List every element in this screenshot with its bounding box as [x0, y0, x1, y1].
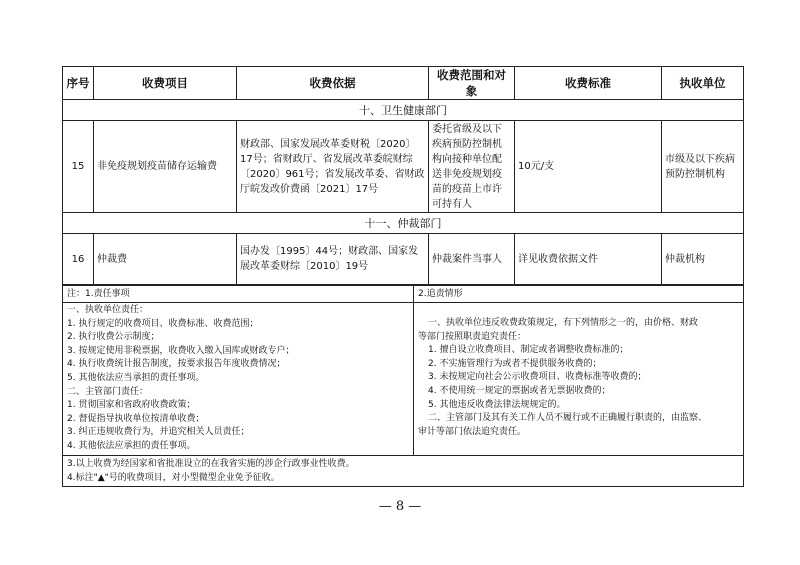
cell-basis: 财政部、国家发展改革委财税〔2020〕17号；省财政厅、省发展改革委皖财综〔2020〕961号；省发展改革委、省财政厅皖发改价费函〔2021〕17号	[237, 121, 429, 213]
col-header-basis: 收费依据	[237, 67, 429, 100]
cell-unit: 市级及以下疾病预防控制机构	[662, 121, 744, 213]
section-row	[63, 213, 744, 234]
cell-no: 15	[63, 121, 94, 213]
cell-standard: 10元/支	[515, 121, 662, 213]
notes-right-header: 2.追责情形	[414, 286, 744, 303]
accountability-list	[414, 303, 744, 456]
list-item: 1. 擅自设立收费项目、制定或者调整收费标准的；	[428, 345, 629, 356]
list-item: 二、主管部门及其有关工作人员不履行或不正确履行职责的，由监察、	[428, 413, 708, 424]
col-header-scope: 收费范围和对象	[429, 67, 515, 100]
note-line: 4.标注"▲"号的收费项目，对小型微型企业免予征收。	[67, 472, 280, 483]
list-item: 2. 督促指导执收单位按清单收费；	[67, 413, 205, 424]
table-row	[63, 121, 744, 213]
section-row	[63, 100, 744, 121]
list-item: 2. 不实施管理行为或者不提供服务收费的；	[428, 358, 602, 369]
note-line: 3.以上收费为经国家和省批准设立的在我省实施的涉企行政事业性收费。	[67, 458, 355, 469]
list-item: 3. 按规定使用非税票据，收费收入缴入国库或财政专户；	[67, 345, 295, 356]
list-item: 2. 执行收费公示制度；	[67, 332, 160, 343]
list-item: 等部门按照职责追究责任：	[418, 331, 527, 342]
responsibility-list	[63, 303, 414, 456]
list-item: 5. 其他违反收费法律法规规定的。	[428, 399, 566, 410]
col-header-unit: 执收单位	[662, 67, 744, 100]
page-number: — 8 —	[378, 499, 422, 514]
supplementary-notes	[63, 455, 744, 486]
col-header-standard: 收费标准	[515, 67, 662, 100]
list-item: 审计等部门依法追究责任。	[418, 426, 527, 437]
notes-left-header: 注：1.责任事项	[63, 286, 414, 303]
cell-scope: 委托省级及以下疾病预防控制机构向接种单位配送非免疫规划疫苗的疫苗上市许可持有人	[429, 121, 515, 213]
list-item: 4. 不使用统一规定的票据或者无票据收费的；	[428, 385, 611, 396]
cell-no: 16	[63, 234, 94, 285]
notes-table	[62, 285, 744, 487]
list-item: 二、主管部门责任：	[67, 386, 149, 397]
cell-unit: 仲裁机构	[662, 234, 744, 285]
cell-basis: 国办发〔1995〕44号；财政部、国家发展改革委财综〔2010〕19号	[237, 234, 429, 285]
cell-standard: 详见收费依据文件	[515, 234, 662, 285]
fee-table	[62, 66, 744, 285]
list-item: 1. 贯彻国家和省政府收费政策；	[67, 400, 196, 411]
fee-list-document	[62, 66, 743, 487]
table-row	[63, 234, 744, 285]
list-item: 4. 其他依法应承担的责任事项。	[67, 440, 196, 451]
list-item: 一、执收单位违反收费政策规定，有下列情形之一的，由价格、财政	[428, 318, 699, 328]
col-header-item: 收费项目	[94, 67, 237, 100]
list-item: 5. 其他依法应当承担的责任事项。	[67, 372, 205, 383]
list-item: 一、执收单位责任：	[67, 305, 149, 315]
cell-item: 非免疫规划疫苗储存运输费	[94, 121, 237, 213]
cell-item: 仲裁费	[94, 234, 237, 285]
list-item: 1. 执行规定的收费项目、收费标准、收费范围；	[67, 318, 259, 329]
col-header-no: 序号	[63, 67, 94, 100]
cell-scope: 仲裁案件当事人	[429, 234, 515, 285]
header-row	[63, 67, 744, 100]
section-title-health: 十、卫生健康部门	[63, 100, 744, 121]
section-title-arbitration: 十一、仲裁部门	[63, 213, 744, 234]
list-item: 4. 执行收费统计报告制度，按要求报告年度收费情况；	[67, 359, 286, 370]
list-item: 3. 未按规定向社会公示收费项目、收费标准等收费的；	[428, 372, 647, 383]
list-item: 3. 纠正违规收费行为，并追究相关人员责任；	[67, 427, 250, 438]
